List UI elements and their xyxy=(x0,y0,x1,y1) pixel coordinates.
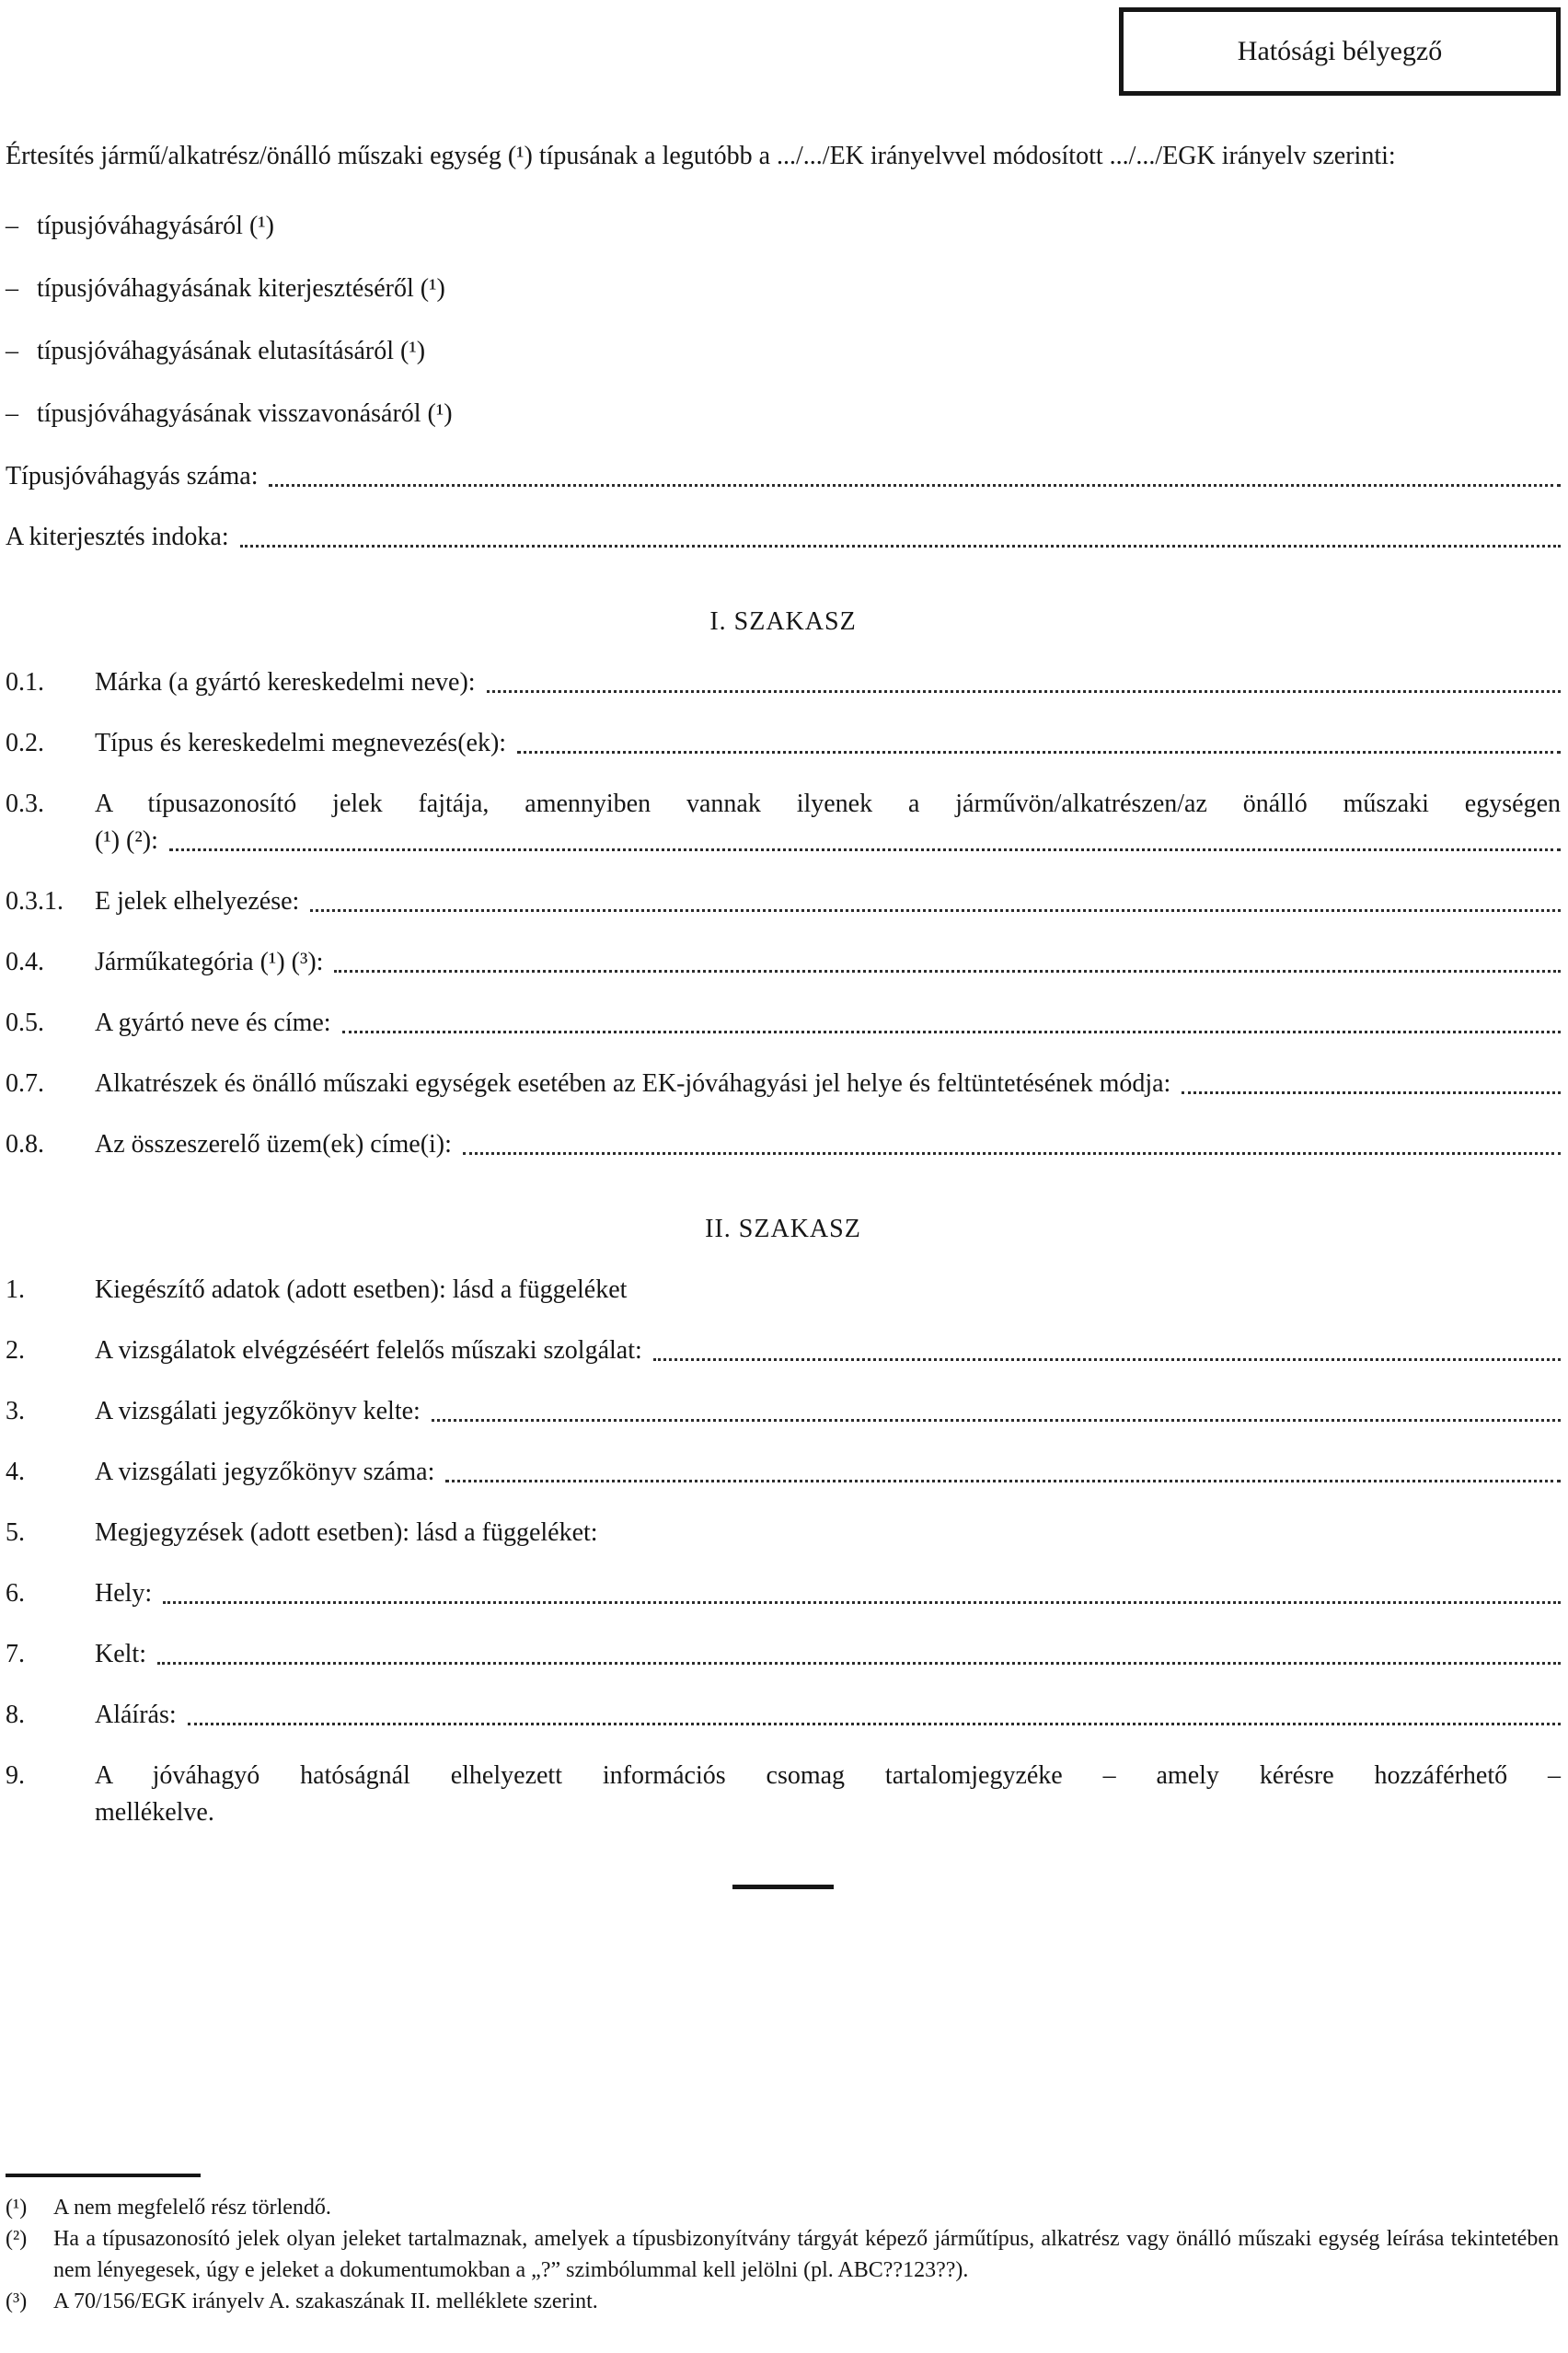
form-item xyxy=(6,1393,1561,1430)
item-label: Megjegyzések (adott esetben): lásd a függeléket: xyxy=(95,1518,598,1547)
notice-type-list xyxy=(6,208,1561,433)
item-number: 9. xyxy=(6,1761,25,1790)
footnote-text: A nem megfelelő rész törlendő. xyxy=(53,2196,331,2220)
item-label: Kiegészítő adatok (adott esetben): lásd a függeléket xyxy=(95,1275,628,1304)
field-label: Típusjóváhagyás száma: xyxy=(6,462,259,490)
form-item xyxy=(6,1272,1561,1309)
dotted-fill-line xyxy=(310,883,1561,912)
list-item-text: típusjóváhagyásának visszavonásáról (¹) xyxy=(37,399,453,428)
item-label: Alkatrészek és önálló műszaki egységek esetében az EK-jóváhagyási jel helye és feltüntetésének módja: xyxy=(95,1069,1171,1098)
dotted-fill-line xyxy=(163,1575,1561,1604)
form-item xyxy=(6,1515,1561,1551)
dash-bullet: – xyxy=(6,274,18,303)
footnote-marker: (²) xyxy=(6,2227,28,2251)
dotted-fill-line xyxy=(517,725,1561,754)
form-item xyxy=(6,1758,1561,1831)
dotted-fill-line xyxy=(188,1697,1561,1725)
item-label: Hely: xyxy=(95,1579,153,1608)
footnote xyxy=(6,2192,1559,2223)
intro-paragraph: Értesítés jármű/alkatrész/önálló műszaki egység (¹) típusának a legutóbb a .../.../EK irányelvvel módosított .../.../EGK irányelv szerinti: xyxy=(6,142,1396,170)
item-label: Az összeszerelő üzem(ek) címe(i): xyxy=(95,1130,452,1159)
section-2-title: II. SZAKASZ xyxy=(705,1215,861,1243)
form-item xyxy=(6,1697,1561,1734)
item-number: 1. xyxy=(6,1275,25,1304)
field-label: A kiterjesztés indoka: xyxy=(6,523,229,551)
stamp-label: Hatósági bélyegző xyxy=(1237,36,1443,66)
item-label: A gyártó neve és címe: xyxy=(95,1009,331,1037)
item-number: 0.5. xyxy=(6,1009,44,1037)
item-label: Aláírás: xyxy=(95,1701,177,1729)
item-number: 3. xyxy=(6,1397,25,1425)
item-label: A vizsgálati jegyzőkönyv száma: xyxy=(95,1458,435,1486)
item-label: Típus és kereskedelmi megnevezés(ek): xyxy=(95,729,507,757)
end-separator xyxy=(732,1885,834,1889)
form-item xyxy=(6,944,1561,981)
dotted-fill-line xyxy=(1182,1066,1561,1094)
section-1-title: I. SZAKASZ xyxy=(709,607,857,636)
dotted-fill-line xyxy=(487,664,1561,693)
list-item-text: típusjóváhagyásának elutasításáról (¹) xyxy=(37,337,426,365)
item-number: 4. xyxy=(6,1458,25,1486)
dotted-fill-line xyxy=(334,944,1561,973)
footnote-marker: (³) xyxy=(6,2290,28,2313)
dotted-fill-line xyxy=(269,458,1561,487)
item-number: 6. xyxy=(6,1579,25,1608)
authority-stamp-box xyxy=(1119,7,1561,96)
footnote-separator xyxy=(6,2174,201,2177)
list-item xyxy=(6,396,1561,433)
form-item xyxy=(6,1575,1561,1612)
item-label: A típusazonosító jelek fajtája, amennyiben vannak ilyenek a járművön/alkatrészen/az önálló műszaki egységen xyxy=(95,790,1561,818)
approval-number-field xyxy=(6,458,1561,495)
item-label: Járműkategória (¹) (³): xyxy=(95,948,324,976)
item-label: Kelt: xyxy=(95,1640,146,1668)
item-label: E jelek elhelyezése: xyxy=(95,887,300,916)
dash-bullet: – xyxy=(6,399,18,428)
form-item xyxy=(6,664,1561,701)
item-number: 0.2. xyxy=(6,729,44,757)
dotted-fill-line xyxy=(342,1005,1561,1033)
form-item xyxy=(6,1066,1561,1102)
footnotes xyxy=(6,2174,1559,2317)
extension-reason-field xyxy=(6,519,1561,556)
list-item-text: típusjóváhagyásának kiterjesztéséről (¹) xyxy=(37,274,445,303)
item-number: 5. xyxy=(6,1518,25,1547)
dotted-fill-line xyxy=(463,1126,1561,1155)
footnote xyxy=(6,2223,1559,2286)
item-label-continued: mellékelve. xyxy=(95,1798,214,1827)
footnote-text: Ha a típusazonosító jelek olyan jeleket tartalmaznak, amelyek a típusbizonyítvány tárgyát képező járműtípus, alkatrész vagy önálló műszaki egység leírása tekintetében nem lényegesek, úgy e jeleket a dokumentumokban a „?” szimbólummal kell jelölni (pl. ABC??123??). xyxy=(53,2227,1559,2282)
item-label-continued: (¹) (²): xyxy=(95,826,158,855)
footnote-marker: (¹) xyxy=(6,2196,28,2220)
dash-bullet: – xyxy=(6,212,18,240)
list-item-text: típusjóváhagyásáról (¹) xyxy=(37,212,274,240)
dotted-fill-line xyxy=(240,519,1561,548)
item-label: Márka (a gyártó kereskedelmi neve): xyxy=(95,668,476,697)
dotted-fill-line xyxy=(157,1636,1561,1665)
item-number: 0.8. xyxy=(6,1130,44,1159)
item-label: A jóváhagyó hatóságnál elhelyezett információs csomag tartalomjegyzéke – amely kérésre hozzáférhető – xyxy=(95,1761,1561,1790)
form-item xyxy=(6,883,1561,920)
form-item xyxy=(6,786,1561,859)
item-number: 7. xyxy=(6,1640,25,1668)
list-item xyxy=(6,333,1561,370)
item-label: A vizsgálati jegyzőkönyv kelte: xyxy=(95,1397,421,1425)
item-number: 0.3. xyxy=(6,790,44,818)
list-item xyxy=(6,271,1561,307)
footnote xyxy=(6,2286,1559,2317)
item-number: 8. xyxy=(6,1701,25,1729)
dash-bullet: – xyxy=(6,337,18,365)
form-item xyxy=(6,725,1561,762)
form-item xyxy=(6,1454,1561,1491)
form-item xyxy=(6,1005,1561,1042)
item-number: 0.3.1. xyxy=(6,887,63,916)
dotted-fill-line xyxy=(653,1332,1561,1361)
list-item xyxy=(6,208,1561,245)
form-item xyxy=(6,1636,1561,1673)
item-number: 0.7. xyxy=(6,1069,44,1098)
item-number: 2. xyxy=(6,1336,25,1365)
item-number: 0.4. xyxy=(6,948,44,976)
item-label: A vizsgálatok elvégzéséért felelős műszaki szolgálat: xyxy=(95,1336,642,1365)
footnote-text: A 70/156/EGK irányelv A. szakaszának II. melléklete szerint. xyxy=(53,2290,598,2313)
dotted-fill-line xyxy=(432,1393,1561,1422)
dotted-fill-line xyxy=(169,823,1561,851)
item-number: 0.1. xyxy=(6,668,44,697)
form-item xyxy=(6,1126,1561,1163)
form-item xyxy=(6,1332,1561,1369)
dotted-fill-line xyxy=(445,1454,1561,1482)
